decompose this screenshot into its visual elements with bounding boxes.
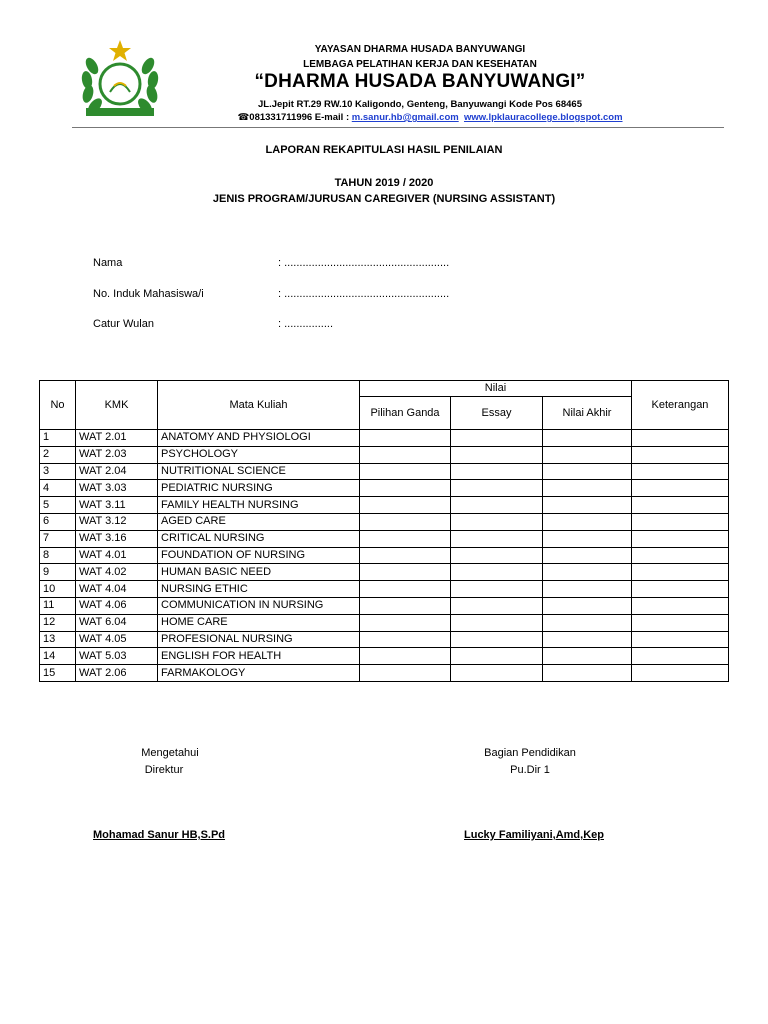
row-no: 11 — [40, 597, 76, 614]
row-course: HOME CARE — [158, 614, 360, 631]
row-note — [632, 430, 729, 447]
address: JL.Jepit RT.29 RW.10 Kaligondo, Genteng, Banyuwangi Kode Pos 68465 — [258, 99, 582, 110]
row-essay — [451, 480, 543, 497]
table-row — [40, 665, 729, 682]
row-course: FARMAKOLOGY — [158, 665, 360, 682]
row-no: 3 — [40, 463, 76, 480]
row-no: 5 — [40, 497, 76, 514]
row-note — [632, 513, 729, 530]
row-multiple-choice — [360, 547, 451, 564]
row-final-score — [543, 648, 632, 665]
row-course: HUMAN BASIC NEED — [158, 564, 360, 581]
row-note — [632, 463, 729, 480]
row-essay — [451, 547, 543, 564]
header-essay: Essay — [451, 397, 543, 430]
table-row — [40, 513, 729, 530]
row-note — [632, 530, 729, 547]
row-multiple-choice — [360, 581, 451, 598]
row-final-score — [543, 480, 632, 497]
vice-director-label: Pu.Dir 1 — [510, 764, 550, 776]
row-kmk: WAT 4.01 — [76, 547, 158, 564]
row-kmk: WAT 5.03 — [76, 648, 158, 665]
row-essay — [451, 446, 543, 463]
row-multiple-choice — [360, 648, 451, 665]
row-multiple-choice — [360, 530, 451, 547]
row-note — [632, 665, 729, 682]
row-no: 12 — [40, 614, 76, 631]
row-no: 15 — [40, 665, 76, 682]
header-final-score: Nilai Akhir — [543, 397, 632, 430]
row-multiple-choice — [360, 631, 451, 648]
row-course: NURSING ETHIC — [158, 581, 360, 598]
row-note — [632, 597, 729, 614]
row-note — [632, 648, 729, 665]
row-no: 8 — [40, 547, 76, 564]
row-kmk: WAT 2.03 — [76, 446, 158, 463]
header-no: No — [40, 381, 76, 430]
row-no: 9 — [40, 564, 76, 581]
website-link[interactable]: www.lpklauracollege.blogspot.com — [463, 112, 623, 123]
row-kmk: WAT 4.02 — [76, 564, 158, 581]
header-kmk: KMK — [76, 381, 158, 430]
row-no: 14 — [40, 648, 76, 665]
term-label: Catur Wulan — [93, 318, 154, 330]
director-name: Mohamad Sanur HB,S.Pd — [93, 829, 226, 841]
row-essay — [451, 631, 543, 648]
row-no: 2 — [40, 446, 76, 463]
row-final-score — [543, 665, 632, 682]
row-kmk: WAT 3.16 — [76, 530, 158, 547]
row-final-score — [543, 581, 632, 598]
acknowledged-label: Mengetahui — [141, 747, 199, 759]
row-final-score — [543, 513, 632, 530]
institution-name: LEMBAGA PELATIHAN KERJA DAN KESEHATAN — [303, 59, 537, 70]
header-nilai: Nilai — [360, 381, 632, 397]
row-course: FOUNDATION OF NURSING — [158, 547, 360, 564]
row-multiple-choice — [360, 597, 451, 614]
row-no: 10 — [40, 581, 76, 598]
contact-line — [150, 112, 710, 123]
row-final-score — [543, 631, 632, 648]
row-note — [632, 446, 729, 463]
row-course: NUTRITIONAL SCIENCE — [158, 463, 360, 480]
table-row — [40, 631, 729, 648]
row-final-score — [543, 463, 632, 480]
vice-director-name: Lucky Familiyani,Amd,Kep — [464, 829, 604, 841]
row-kmk: WAT 6.04 — [76, 614, 158, 631]
row-final-score — [543, 547, 632, 564]
row-course: CRITICAL NURSING — [158, 530, 360, 547]
row-no: 7 — [40, 530, 76, 547]
table-row — [40, 463, 729, 480]
row-multiple-choice — [360, 497, 451, 514]
report-program: JENIS PROGRAM/JURUSAN CAREGIVER (NURSING ASSISTANT) — [212, 193, 556, 205]
row-final-score — [543, 446, 632, 463]
school-name: “DHARMA HUSADA BANYUWANGI” — [254, 71, 586, 92]
table-row — [40, 446, 729, 463]
table-row — [40, 597, 729, 614]
row-essay — [451, 430, 543, 447]
row-note — [632, 581, 729, 598]
row-kmk: WAT 2.06 — [76, 665, 158, 682]
row-course: PROFESIONAL NURSING — [158, 631, 360, 648]
row-note — [632, 631, 729, 648]
row-multiple-choice — [360, 446, 451, 463]
row-final-score — [543, 497, 632, 514]
row-multiple-choice — [360, 463, 451, 480]
row-essay — [451, 648, 543, 665]
student-id-value: : ...................................................... — [278, 288, 450, 300]
row-essay — [451, 614, 543, 631]
row-essay — [451, 597, 543, 614]
row-course: PEDIATRIC NURSING — [158, 480, 360, 497]
row-essay — [451, 665, 543, 682]
row-note — [632, 547, 729, 564]
table-row — [40, 564, 729, 581]
foundation-name: YAYASAN DHARMA HUSADA BANYUWANGI — [314, 44, 526, 55]
row-no: 1 — [40, 430, 76, 447]
row-no: 13 — [40, 631, 76, 648]
header-course: Mata Kuliah — [158, 381, 360, 430]
row-multiple-choice — [360, 513, 451, 530]
row-kmk: WAT 3.12 — [76, 513, 158, 530]
table-row — [40, 530, 729, 547]
table-row — [40, 480, 729, 497]
row-course: ANATOMY AND PHYSIOLOGI — [158, 430, 360, 447]
report-year: TAHUN 2019 / 2020 — [334, 177, 434, 189]
row-multiple-choice — [360, 564, 451, 581]
row-kmk: WAT 3.11 — [76, 497, 158, 514]
row-note — [632, 480, 729, 497]
table-row — [40, 614, 729, 631]
table-row — [40, 430, 729, 447]
grades-table — [39, 380, 729, 682]
director-label: Direktur — [144, 764, 184, 776]
table-row — [40, 497, 729, 514]
row-final-score — [543, 597, 632, 614]
report-title: LAPORAN REKAPITULASI HASIL PENILAIAN — [265, 144, 503, 156]
row-final-score — [543, 564, 632, 581]
row-note — [632, 564, 729, 581]
row-multiple-choice — [360, 430, 451, 447]
row-multiple-choice — [360, 665, 451, 682]
row-final-score — [543, 614, 632, 631]
row-kmk: WAT 3.03 — [76, 480, 158, 497]
row-no: 4 — [40, 480, 76, 497]
header-divider — [72, 127, 724, 128]
row-course: AGED CARE — [158, 513, 360, 530]
table-row — [40, 648, 729, 665]
row-note — [632, 497, 729, 514]
row-no: 6 — [40, 513, 76, 530]
student-id-label: No. Induk Mahasiswa/i — [93, 288, 204, 300]
row-kmk: WAT 4.06 — [76, 597, 158, 614]
row-final-score — [543, 430, 632, 447]
row-essay — [451, 564, 543, 581]
row-multiple-choice — [360, 614, 451, 631]
row-multiple-choice — [360, 480, 451, 497]
name-value: : ...................................................... — [278, 257, 450, 269]
row-kmk: WAT 2.01 — [76, 430, 158, 447]
table-row — [40, 581, 729, 598]
row-kmk: WAT 4.05 — [76, 631, 158, 648]
row-essay — [451, 463, 543, 480]
row-course: PSYCHOLOGY — [158, 446, 360, 463]
row-kmk: WAT 2.04 — [76, 463, 158, 480]
star-icon — [109, 40, 131, 61]
row-essay — [451, 581, 543, 598]
row-course: ENGLISH FOR HEALTH — [158, 648, 360, 665]
header-multiple-choice: Pilihan Ganda — [360, 397, 451, 430]
row-kmk: WAT 4.04 — [76, 581, 158, 598]
header-note: Keterangan — [632, 381, 729, 430]
row-course: COMMUNICATION IN NURSING — [158, 597, 360, 614]
phone-text: ☎081331711996 E-mail : — [237, 112, 352, 123]
email-link[interactable]: m.sanur.hb@gmail.com — [351, 112, 459, 123]
row-essay — [451, 530, 543, 547]
row-essay — [451, 497, 543, 514]
term-value: : ................ — [278, 318, 334, 330]
table-row — [40, 547, 729, 564]
row-final-score — [543, 530, 632, 547]
row-essay — [451, 513, 543, 530]
name-label: Nama — [93, 257, 123, 269]
education-dept-label: Bagian Pendidikan — [484, 747, 576, 759]
row-course: FAMILY HEALTH NURSING — [158, 497, 360, 514]
row-note — [632, 614, 729, 631]
